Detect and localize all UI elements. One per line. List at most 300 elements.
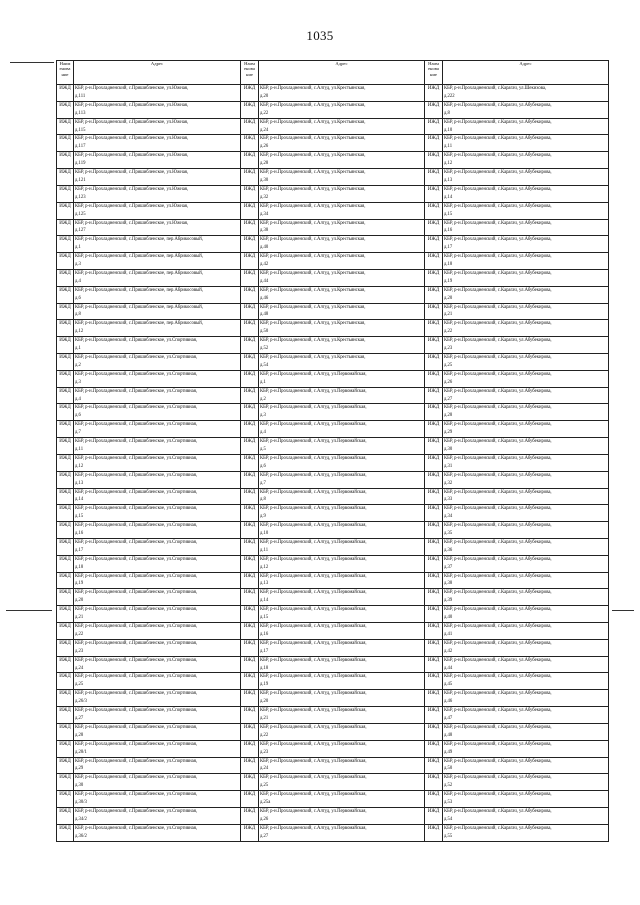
object-type-cell: ИЖД [241,723,259,740]
object-type-cell: ИЖД [241,824,259,841]
object-type-cell: ИЖД [57,253,74,270]
header-address-3: Адрес [443,61,609,85]
object-type-cell: ИЖД [425,387,443,404]
table-row [57,723,609,740]
object-type-cell: ИЖД [57,236,74,253]
table-row [57,656,609,673]
table-row [57,791,609,808]
address-cell: КБР, р-н.Прохладненский, с.Пришибленское, ул.Спортивная, д.2 [74,354,241,371]
object-type-cell: ИЖД [57,589,74,606]
object-type-cell: ИЖД [425,85,443,102]
object-type-cell: ИЖД [57,354,74,371]
address-cell: КБР, р-н.Прохладненский, с.Пришибленское, ул.Спортивная, д.20 [74,589,241,606]
object-type-cell: ИЖД [241,269,259,286]
table-row [57,807,609,824]
object-type-cell: ИЖД [57,807,74,824]
address-cell: КБР, р-н.Прохладненский, с.Пришибленское, ул.Спортивная, д.28 [74,723,241,740]
object-type-cell: ИЖД [241,118,259,135]
object-type-cell: ИЖД [241,522,259,539]
object-type-cell: ИЖД [57,219,74,236]
object-type-cell: ИЖД [241,774,259,791]
object-type-cell: ИЖД [57,606,74,623]
object-type-cell: ИЖД [425,135,443,152]
address-cell: КБР, р-н.Прохладненский, с.Карагач, ул.Абубекирова, д.13 [443,169,609,186]
object-type-cell: ИЖД [57,774,74,791]
object-type-cell: ИЖД [241,572,259,589]
address-cell: КБР, р-н.Прохладненский, с.Карагач, ул.Абубекирова, д.22 [443,320,609,337]
address-cell: КБР, р-н.Прохладненский, с.Карагач, ул.Абубекирова, д.29 [443,421,609,438]
object-type-cell: ИЖД [241,152,259,169]
table-row [57,169,609,186]
address-cell: КБР, р-н.Прохладненский, с.Пришибленское, ул.Спортивная, д.17 [74,538,241,555]
address-cell: КБР, р-н.Прохладненский, с.Алтуд, ул.Первомайская, д.19 [259,673,425,690]
table-row [57,471,609,488]
object-type-cell: ИЖД [425,303,443,320]
address-cell: КБР, р-н.Прохладненский, с.Карагач, ул.Абубекирова, д.35 [443,522,609,539]
margin-rule-left [6,610,52,611]
object-type-cell: ИЖД [57,824,74,841]
object-type-cell: ИЖД [425,757,443,774]
table-row [57,757,609,774]
object-type-cell: ИЖД [425,337,443,354]
object-type-cell: ИЖД [425,471,443,488]
object-type-cell: ИЖД [57,337,74,354]
address-cell: КБР, р-н.Прохладненский, с.Алтуд, ул.Крестьянская, д.50 [259,320,425,337]
object-type-cell: ИЖД [425,236,443,253]
address-cell: КБР, р-н.Прохладненский, с.Пришибленское, ул.Спортивная, д.30 [74,774,241,791]
object-type-cell: ИЖД [425,623,443,640]
table-row [57,236,609,253]
address-cell: КБР, р-н.Прохладненский, с.Карагач, ул.Абубекирова, д.41 [443,623,609,640]
object-type-cell: ИЖД [425,118,443,135]
address-cell: КБР, р-н.Прохладненский, с.Пришибленское, ул.Спортивная, д.16 [74,522,241,539]
address-cell: КБР, р-н.Прохладненский, с.Карагач, ул.Абубекирова, д.21 [443,303,609,320]
object-type-cell: ИЖД [425,824,443,841]
address-cell: КБР, р-н.Прохладненский, с.Алтуд, ул.Крестьянская, д.30 [259,169,425,186]
object-type-cell: ИЖД [425,505,443,522]
address-cell: КБР, р-н.Прохладненский, с.Алтуд, ул.Первомайская, д.25 [259,774,425,791]
address-cell: КБР, р-н.Прохладненский, с.Карагач, ул.Абубекирова, д.31 [443,454,609,471]
address-cell: КБР, р-н.Прохладненский, с.Карагач, ул.Абубекирова, д.53 [443,791,609,808]
object-type-cell: ИЖД [57,572,74,589]
object-type-cell: ИЖД [57,639,74,656]
address-cell: КБР, р-н.Прохладненский, с.Пришибленское, ул.Спортивная, д.19 [74,572,241,589]
address-cell: КБР, р-н.Прохладненский, с.Алтуд, ул.Первомайская, д.26 [259,807,425,824]
address-cell: КБР, р-н.Прохладненский, с.Пришибленское, ул.Южная, д.125 [74,202,241,219]
address-cell: КБР, р-н.Прохладненский, с.Алтуд, ул.Первомайская, д.18 [259,656,425,673]
address-cell: КБР, р-н.Прохладненский, с.Пришибленское, пер.Абрикосовый, д.3 [74,253,241,270]
address-cell: КБР, р-н.Прохладненский, с.Алтуд, ул.Первомайская, д.9 [259,505,425,522]
table-row [57,538,609,555]
address-cell: КБР, р-н.Прохладненский, с.Алтуд, ул.Крестьянская, д.40 [259,236,425,253]
table-row [57,152,609,169]
address-cell: КБР, р-н.Прохладненский, с.Алтуд, ул.Первомайская, д.12 [259,555,425,572]
address-cell: КБР, р-н.Прохладненский, с.Алтуд, ул.Крестьянская, д.46 [259,286,425,303]
address-cell: КБР, р-н.Прохладненский, с.Карагач, ул.Абубекирова, д.27 [443,387,609,404]
object-type-cell: ИЖД [425,219,443,236]
address-cell: КБР, р-н.Прохладненский, с.Пришибленское, ул.Южная, д.119 [74,152,241,169]
table-row [57,555,609,572]
address-cell: КБР, р-н.Прохладненский, с.Карагач, ул.Абубекирова, д.45 [443,673,609,690]
address-cell: КБР, р-н.Прохладненский, с.Карагач, ул.Абубекирова, д.49 [443,740,609,757]
address-cell: КБР, р-н.Прохладненский, с.Карагач, ул.Абубекирова, д.34 [443,505,609,522]
object-type-cell: ИЖД [57,202,74,219]
table-row [57,623,609,640]
object-type-cell: ИЖД [57,269,74,286]
header-address-1: Адрес [74,61,241,85]
table-row [57,303,609,320]
object-type-cell: ИЖД [241,169,259,186]
object-type-cell: ИЖД [57,118,74,135]
address-cell: КБР, р-н.Прохладненский, с.Алтуд, ул.Первомайская, д.22 [259,723,425,740]
address-cell: КБР, р-н.Прохладненский, с.Карагач, ул.Абубекирова, д.50 [443,757,609,774]
address-cell: КБР, р-н.Прохладненский, с.Пришибленское, ул.Южная, д.111 [74,85,241,102]
address-cell: КБР, р-н.Прохладненский, с.Пришибленское, ул.Спортивная, д.7 [74,421,241,438]
address-cell: КБР, р-н.Прохладненский, с.Карагач, ул.Абубекирова, д.44 [443,656,609,673]
object-type-cell: ИЖД [241,85,259,102]
address-cell: КБР, р-н.Прохладненский, с.Алтуд, ул.Первомайская, д.14 [259,589,425,606]
object-type-cell: ИЖД [57,370,74,387]
object-type-cell: ИЖД [425,488,443,505]
object-type-cell: ИЖД [241,454,259,471]
address-cell: КБР, р-н.Прохладненский, с.Алтуд, ул.Крестьянская, д.20 [259,85,425,102]
address-cell: КБР, р-н.Прохладненский, с.Алтуд, ул.Крестьянская, д.24 [259,118,425,135]
address-cell: КБР, р-н.Прохладненский, с.Пришибленское, ул.Южная, д.123 [74,185,241,202]
object-type-cell: ИЖД [57,740,74,757]
address-cell: КБР, р-н.Прохладненский, с.Карагач, ул.Абубекирова, д.55 [443,824,609,841]
address-cell: КБР, р-н.Прохладненский, с.Пришибленское, пер.Абрикосовый, д.8 [74,303,241,320]
address-cell: КБР, р-н.Прохладненский, с.Пришибленское, ул.Спортивная, д.11 [74,438,241,455]
address-cell: КБР, р-н.Прохладненский, с.Карагач, ул.Абубекирова, д.47 [443,707,609,724]
object-type-cell: ИЖД [57,135,74,152]
address-cell: КБР, р-н.Прохладненский, с.Карагач, ул.Абубекирова, д.11 [443,135,609,152]
object-type-cell: ИЖД [425,454,443,471]
object-type-cell: ИЖД [425,320,443,337]
object-type-cell: ИЖД [241,589,259,606]
address-cell: КБР, р-н.Прохладненский, с.Пришибленское, ул.Спортивная, д.25 [74,673,241,690]
address-cell: КБР, р-н.Прохладненский, с.Пришибленское, ул.Спортивная, д.24 [74,656,241,673]
object-type-cell: ИЖД [425,807,443,824]
address-cell: КБР, р-н.Прохладненский, с.Карагач, ул.Абубекирова, д.39 [443,589,609,606]
header-type-1: Наим енова ние [57,61,74,85]
table-row [57,387,609,404]
table-row [57,606,609,623]
address-cell: КБР, р-н.Прохладненский, с.Алтуд, ул.Первомайская, д.20 [259,690,425,707]
address-cell: КБР, р-н.Прохладненский, с.Алтуд, ул.Крестьянская, д.22 [259,101,425,118]
object-type-cell: ИЖД [241,471,259,488]
object-type-cell: ИЖД [57,152,74,169]
object-type-cell: ИЖД [241,185,259,202]
object-type-cell: ИЖД [425,606,443,623]
page-number: 1035 [306,28,334,43]
object-type-cell: ИЖД [57,404,74,421]
object-type-cell: ИЖД [425,673,443,690]
object-type-cell: ИЖД [425,538,443,555]
object-type-cell: ИЖД [241,505,259,522]
address-cell: КБР, р-н.Прохладненский, с.Пришибленское, ул.Спортивная, д.34/2 [74,807,241,824]
table-row [57,135,609,152]
object-type-cell: ИЖД [241,639,259,656]
address-cell: КБР, р-н.Прохладненский, с.Пришибленское, ул.Южная, д.113 [74,101,241,118]
object-type-cell: ИЖД [241,438,259,455]
address-cell: КБР, р-н.Прохладненский, с.Карагач, ул.Абубекирова, д.10 [443,118,609,135]
table-body [57,85,609,842]
address-cell: КБР, р-н.Прохладненский, с.Алтуд, ул.Крестьянская, д.44 [259,269,425,286]
address-cell: КБР, р-н.Прохладненский, с.Алтуд, ул.Первомайская, д.11 [259,538,425,555]
address-cell: КБР, р-н.Прохладненский, с.Алтуд, ул.Первомайская, д.7 [259,471,425,488]
object-type-cell: ИЖД [241,404,259,421]
table-row [57,85,609,102]
address-cell: КБР, р-н.Прохладненский, с.Карагач, ул.Абубекирова, д.48 [443,723,609,740]
address-cell: КБР, р-н.Прохладненский, с.Карагач, ул.Абубекирова, д.28 [443,404,609,421]
table-row [57,253,609,270]
object-type-cell: ИЖД [241,623,259,640]
object-type-cell: ИЖД [241,337,259,354]
address-cell: КБР, р-н.Прохладненский, с.Алтуд, ул.Крестьянская, д.42 [259,253,425,270]
address-cell: КБР, р-н.Прохладненский, с.Пришибленское, ул.Южная, д.115 [74,118,241,135]
object-type-cell: ИЖД [57,185,74,202]
object-type-cell: ИЖД [241,740,259,757]
address-cell: КБР, р-н.Прохладненский, с.Карагач, ул.Абубекирова, д.32 [443,471,609,488]
address-cell: КБР, р-н.Прохладненский, с.Алтуд, ул.Крестьянская, д.34 [259,202,425,219]
object-type-cell: ИЖД [241,135,259,152]
object-type-cell: ИЖД [241,286,259,303]
object-type-cell: ИЖД [57,320,74,337]
address-cell: КБР, р-н.Прохладненский, с.Карагач, ул.Абубекирова, д.16 [443,219,609,236]
object-type-cell: ИЖД [425,269,443,286]
object-type-cell: ИЖД [425,522,443,539]
object-type-cell: ИЖД [241,673,259,690]
address-cell: КБР, р-н.Прохладненский, с.Пришибленское, ул.Спортивная, д.4 [74,387,241,404]
address-cell: КБР, р-н.Прохладненский, с.Алтуд, ул.Первомайская, д.2 [259,387,425,404]
object-type-cell: ИЖД [57,471,74,488]
table-row [57,404,609,421]
object-type-cell: ИЖД [241,690,259,707]
table-row [57,185,609,202]
table-row [57,589,609,606]
address-cell: КБР, р-н.Прохладненский, с.Пришибленское, пер.Абрикосовый, д.6 [74,286,241,303]
address-cell: КБР, р-н.Прохладненский, с.Пришибленское, ул.Спортивная, д.18 [74,555,241,572]
object-type-cell: ИЖД [425,404,443,421]
object-type-cell: ИЖД [241,555,259,572]
address-cell: КБР, р-н.Прохладненский, с.Алтуд, ул.Крестьянская, д.32 [259,185,425,202]
table-row [57,219,609,236]
object-type-cell: ИЖД [425,572,443,589]
address-cell: КБР, р-н.Прохладненский, с.Алтуд, ул.Первомайская, д.13 [259,572,425,589]
header-address-2: Адрес [259,61,425,85]
address-cell: КБР, р-н.Прохладненский, с.Карагач, ул.Абубекирова, д.37 [443,555,609,572]
address-table [56,60,609,842]
object-type-cell: ИЖД [425,185,443,202]
address-cell: КБР, р-н.Прохладненский, с.Пришибленское, ул.Спортивная, д.14 [74,488,241,505]
address-cell: КБР, р-н.Прохладненский, с.Алтуд, ул.Крестьянская, д.28 [259,152,425,169]
object-type-cell: ИЖД [57,656,74,673]
object-type-cell: ИЖД [57,538,74,555]
address-cell: КБР, р-н.Прохладненский, с.Карагач, ул.Абубекирова, д.54 [443,807,609,824]
address-cell: КБР, р-н.Прохладненский, с.Карагач, ул.Абубекирова, д.18 [443,253,609,270]
table-row [57,639,609,656]
object-type-cell: ИЖД [241,807,259,824]
address-cell: КБР, р-н.Прохладненский, с.Пришибленское, пер.Абрикосовый, д.1 [74,236,241,253]
table-row [57,673,609,690]
object-type-cell: ИЖД [425,169,443,186]
address-cell: КБР, р-н.Прохладненский, с.Карагач, ул.Абубекирова, д.25 [443,354,609,371]
object-type-cell: ИЖД [57,387,74,404]
object-type-cell: ИЖД [57,791,74,808]
table-row [57,774,609,791]
object-type-cell: ИЖД [425,740,443,757]
table-row [57,438,609,455]
address-cell: КБР, р-н.Прохладненский, с.Карагач, ул.Абубекирова, д.52 [443,774,609,791]
table-row [57,505,609,522]
address-cell: КБР, р-н.Прохладненский, с.Карагач, ул.Абубекирова, д.23 [443,337,609,354]
address-cell: КБР, р-н.Прохладненский, с.Пришибленское, ул.Спортивная, д.30/3 [74,791,241,808]
address-cell: КБР, р-н.Прохладненский, с.Карагач, ул.Абубекирова, д.42 [443,639,609,656]
address-cell: КБР, р-н.Прохладненский, с.Карагач, ул.Абубекирова, д.38 [443,572,609,589]
margin-rule-top [10,62,54,63]
object-type-cell: ИЖД [57,555,74,572]
object-type-cell: ИЖД [57,454,74,471]
address-cell: КБР, р-н.Прохладненский, с.Алтуд, ул.Первомайская, д.6 [259,454,425,471]
table-row [57,522,609,539]
address-cell: КБР, р-н.Прохладненский, с.Пришибленское, ул.Спортивная, д.28/1 [74,740,241,757]
address-cell: КБР, р-н.Прохладненский, с.Алтуд, ул.Первомайская, д.21 [259,707,425,724]
margin-rule-right [612,610,634,611]
address-cell: КБР, р-н.Прохладненский, с.Пришибленское, ул.Спортивная, д.13 [74,471,241,488]
address-cell: КБР, р-н.Прохладненский, с.Пришибленское, ул.Спортивная, д.3 [74,370,241,387]
object-type-cell: ИЖД [425,774,443,791]
address-cell: КБР, р-н.Прохладненский, с.Алтуд, ул.Первомайская, д.3 [259,404,425,421]
address-cell: КБР, р-н.Прохладненский, с.Карагач, ул.Абубекирова, д.14 [443,185,609,202]
address-cell: КБР, р-н.Прохладненский, с.Алтуд, ул.Крестьянская, д.54 [259,354,425,371]
object-type-cell: ИЖД [57,723,74,740]
address-cell: КБР, р-н.Прохладненский, с.Пришибленское, ул.Спортивная, д.12 [74,454,241,471]
object-type-cell: ИЖД [241,791,259,808]
table-row [57,572,609,589]
table-row [57,707,609,724]
object-type-cell: ИЖД [425,101,443,118]
object-type-cell: ИЖД [57,757,74,774]
object-type-cell: ИЖД [241,387,259,404]
address-cell: КБР, р-н.Прохладненский, с.Пришибленское, ул.Спортивная, д.21 [74,606,241,623]
table-row [57,101,609,118]
address-cell: КБР, р-н.Прохладненский, с.Алтуд, ул.Первомайская, д.4 [259,421,425,438]
address-cell: КБР, р-н.Прохладненский, с.Алтуд, ул.Первомайская, д.1 [259,370,425,387]
table-row [57,690,609,707]
table-row [57,370,609,387]
object-type-cell: ИЖД [57,505,74,522]
address-cell: КБР, р-н.Прохладненский, с.Пришибленское, ул.Спортивная, д.26/3 [74,690,241,707]
table-row [57,118,609,135]
address-cell: КБР, р-н.Прохладненский, с.Пришибленское, пер.Абрикосовый, д.12 [74,320,241,337]
object-type-cell: ИЖД [425,555,443,572]
address-cell: КБР, р-н.Прохладненский, с.Пришибленское, ул.Спортивная, д.6 [74,404,241,421]
object-type-cell: ИЖД [57,303,74,320]
address-cell: КБР, р-н.Прохладненский, с.Алтуд, ул.Первомайская, д.16 [259,623,425,640]
object-type-cell: ИЖД [241,101,259,118]
object-type-cell: ИЖД [241,488,259,505]
address-cell: КБР, р-н.Прохладненский, с.Карагач, ул.Абубекирова, д.40 [443,606,609,623]
object-type-cell: ИЖД [425,656,443,673]
address-cell: КБР, р-н.Прохладненский, с.Карагач, ул.Абубекирова, д.15 [443,202,609,219]
object-type-cell: ИЖД [57,421,74,438]
address-cell: КБР, р-н.Прохладненский, с.Пришибленское, ул.Южная, д.117 [74,135,241,152]
address-cell: КБР, р-н.Прохладненский, с.Пришибленское, ул.Спортивная, д.27 [74,707,241,724]
object-type-cell: ИЖД [425,370,443,387]
object-type-cell: ИЖД [241,303,259,320]
object-type-cell: ИЖД [57,673,74,690]
object-type-cell: ИЖД [57,438,74,455]
address-cell: КБР, р-н.Прохладненский, с.Карагач, ул.Абубекирова, д.36 [443,538,609,555]
object-type-cell: ИЖД [425,152,443,169]
object-type-cell: ИЖД [241,320,259,337]
table-row [57,320,609,337]
object-type-cell: ИЖД [425,354,443,371]
object-type-cell: ИЖД [57,286,74,303]
object-type-cell: ИЖД [425,202,443,219]
object-type-cell: ИЖД [241,202,259,219]
table-row [57,740,609,757]
address-cell: КБР, р-н.Прохладненский, с.Пришибленское, пер.Абрикосовый, д.4 [74,269,241,286]
table-row [57,269,609,286]
object-type-cell: ИЖД [425,639,443,656]
table-row [57,454,609,471]
object-type-cell: ИЖД [425,589,443,606]
object-type-cell: ИЖД [241,354,259,371]
object-type-cell: ИЖД [425,421,443,438]
table-row [57,421,609,438]
object-type-cell: ИЖД [57,85,74,102]
table-row [57,824,609,841]
object-type-cell: ИЖД [241,421,259,438]
address-cell: КБР, р-н.Прохладненский, с.Алтуд, ул.Крестьянская, д.38 [259,219,425,236]
address-cell: КБР, р-н.Прохладненский, с.Пришибленское, ул.Южная, д.121 [74,169,241,186]
address-cell: КБР, р-н.Прохладненский, с.Пришибленское, ул.Спортивная, д.23 [74,639,241,656]
address-cell: КБР, р-н.Прохладненский, с.Алтуд, ул.Крестьянская, д.48 [259,303,425,320]
address-cell: КБР, р-н.Прохладненский, с.Алтуд, ул.Первомайская, д.17 [259,639,425,656]
address-cell: КБР, р-н.Прохладненский, с.Алтуд, ул.Первомайская, д.23 [259,740,425,757]
object-type-cell: ИЖД [425,253,443,270]
header-type-3: Наим енова ние [425,61,443,85]
object-type-cell: ИЖД [425,791,443,808]
object-type-cell: ИЖД [241,219,259,236]
object-type-cell: ИЖД [241,538,259,555]
address-cell: КБР, р-н.Прохладненский, с.Пришибленское, ул.Спортивная, д.1 [74,337,241,354]
object-type-cell: ИЖД [57,623,74,640]
address-cell: КБР, р-н.Прохладненский, с.Алтуд, ул.Первомайская, д.24 [259,757,425,774]
address-cell: КБР, р-н.Прохладненский, с.Пришибленское, ул.Спортивная, д.15 [74,505,241,522]
object-type-cell: ИЖД [241,757,259,774]
object-type-cell: ИЖД [241,606,259,623]
object-type-cell: ИЖД [425,438,443,455]
address-cell: КБР, р-н.Прохладненский, с.Алтуд, ул.Первомайская, д.25а [259,791,425,808]
address-cell: КБР, р-н.Прохладненский, с.Карагач, ул.Абубекирова, д.33 [443,488,609,505]
object-type-cell: ИЖД [241,656,259,673]
address-cell: КБР, р-н.Прохладненский, с.Карагач, ул.Абубекирова, д.30 [443,438,609,455]
table-row [57,488,609,505]
object-type-cell: ИЖД [241,707,259,724]
address-cell: КБР, р-н.Прохладненский, с.Алтуд, ул.Первомайская, д.27 [259,824,425,841]
object-type-cell: ИЖД [241,253,259,270]
table-row [57,337,609,354]
object-type-cell: ИЖД [241,236,259,253]
address-cell: КБР, р-н.Прохладненский, с.Карагач, ул.Абубекирова, д.17 [443,236,609,253]
address-cell: КБР, р-н.Прохладненский, с.Карагач, ул.Шекихова, д.222 [443,85,609,102]
object-type-cell: ИЖД [425,286,443,303]
address-cell: КБР, р-н.Прохладненский, с.Алтуд, ул.Крестьянская, д.52 [259,337,425,354]
object-type-cell: ИЖД [57,101,74,118]
table-header-row [57,61,609,85]
